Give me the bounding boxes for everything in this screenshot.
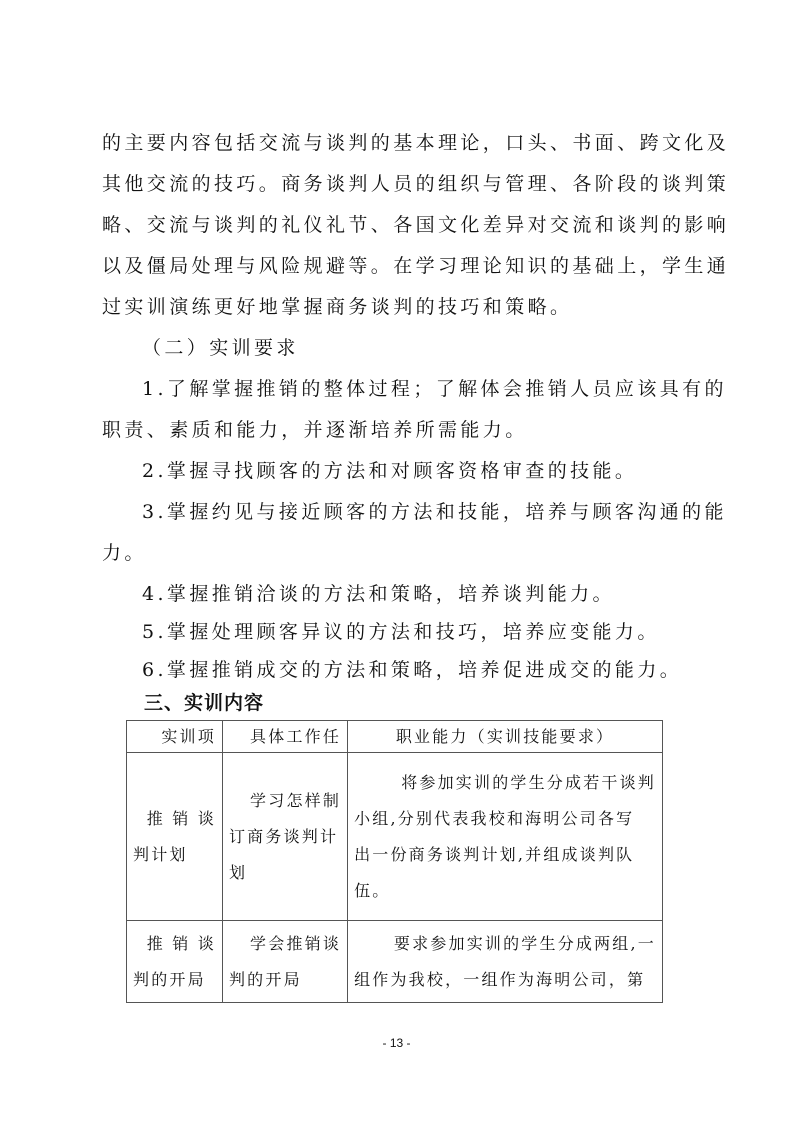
table-cell-task (222, 753, 347, 921)
cell-text-line: 推 销 谈 (146, 808, 216, 828)
requirement-3: 3.掌握约见与接近顾客的方法和技能，培养与顾客沟通的能 (142, 501, 727, 523)
requirement-2: 2.掌握寻找顾客的方法和对顾客资格审查的技能。 (142, 460, 638, 482)
table-header-row (127, 721, 663, 753)
body-text-line: 略、交流与谈判的礼仪礼节、各国文化差异对交流和谈判的影响 (102, 214, 730, 236)
cell-text-line: 判的开局 (228, 969, 302, 989)
requirement-1-continued: 职责、素质和能力，并逐渐培养所需能力。 (102, 419, 528, 441)
cell-text-line: 划 (228, 862, 248, 882)
cell-text-line: 判的开局 (133, 969, 206, 989)
training-content-table (126, 720, 663, 1003)
table-cell-ability (348, 753, 663, 921)
cell-text-line: 组作为我校，一组作为海明公司，第 (354, 969, 646, 989)
table-cell-ability (348, 921, 663, 1003)
body-text-line: 以及僵局处理与风险规避等。在学习理论知识的基础上，学生通 (102, 255, 730, 277)
cell-text-line: 将参加实训的学生分成若干谈判 (401, 772, 656, 792)
cell-text-line: 要求参加实训的学生分成两组,一 (393, 933, 656, 953)
cell-text-line: 出一份商务谈判计划,并组成谈判队 (354, 844, 635, 864)
table-header-cell: 具体工作任 (222, 721, 347, 753)
requirement-3-continued: 力。 (102, 542, 147, 564)
cell-text-line: 推 销 谈 (146, 933, 216, 953)
page-number: - 13 - (382, 1036, 411, 1050)
body-text-line: 的主要内容包括交流与谈判的基本理论，口头、书面、跨文化及 (102, 132, 730, 154)
cell-text-line: 订商务谈判计 (228, 826, 339, 846)
table-cell-task (222, 921, 347, 1003)
table-row (127, 921, 663, 1003)
requirement-4: 4.掌握推销洽谈的方法和策略，培养谈判能力。 (142, 583, 615, 605)
body-text-line: 其他交流的技巧。商务谈判人员的组织与管理、各阶段的谈判策 (102, 173, 730, 195)
cell-text-line: 判计划 (133, 844, 188, 864)
requirement-6: 6.掌握推销成交的方法和策略，培养促进成交的能力。 (142, 659, 683, 681)
cell-text-line: 学会推销谈 (250, 933, 342, 953)
table-cell-item (127, 921, 223, 1003)
body-text-line: 过实训演练更好地掌握商务谈判的技巧和策略。 (102, 296, 573, 318)
cell-text-line: 学习怎样制 (250, 790, 342, 810)
subheading: （二）实训要求 (142, 337, 299, 359)
cell-text-line: 小组,分别代表我校和海明公司各写 (354, 808, 635, 828)
cell-text-line: 伍。 (354, 880, 391, 900)
requirement-5: 5.掌握处理顾客异议的方法和技巧，培养应变能力。 (142, 621, 660, 643)
table-header-cell: 实训项 (127, 721, 223, 753)
requirement-1: 1.了解掌握推销的整体过程；了解体会推销人员应该具有的 (142, 378, 727, 400)
table-cell-item (127, 753, 223, 921)
section-heading: 三、实训内容 (144, 692, 265, 714)
table-row (127, 753, 663, 921)
table-header-cell: 职业能力（实训技能要求） (348, 721, 663, 753)
